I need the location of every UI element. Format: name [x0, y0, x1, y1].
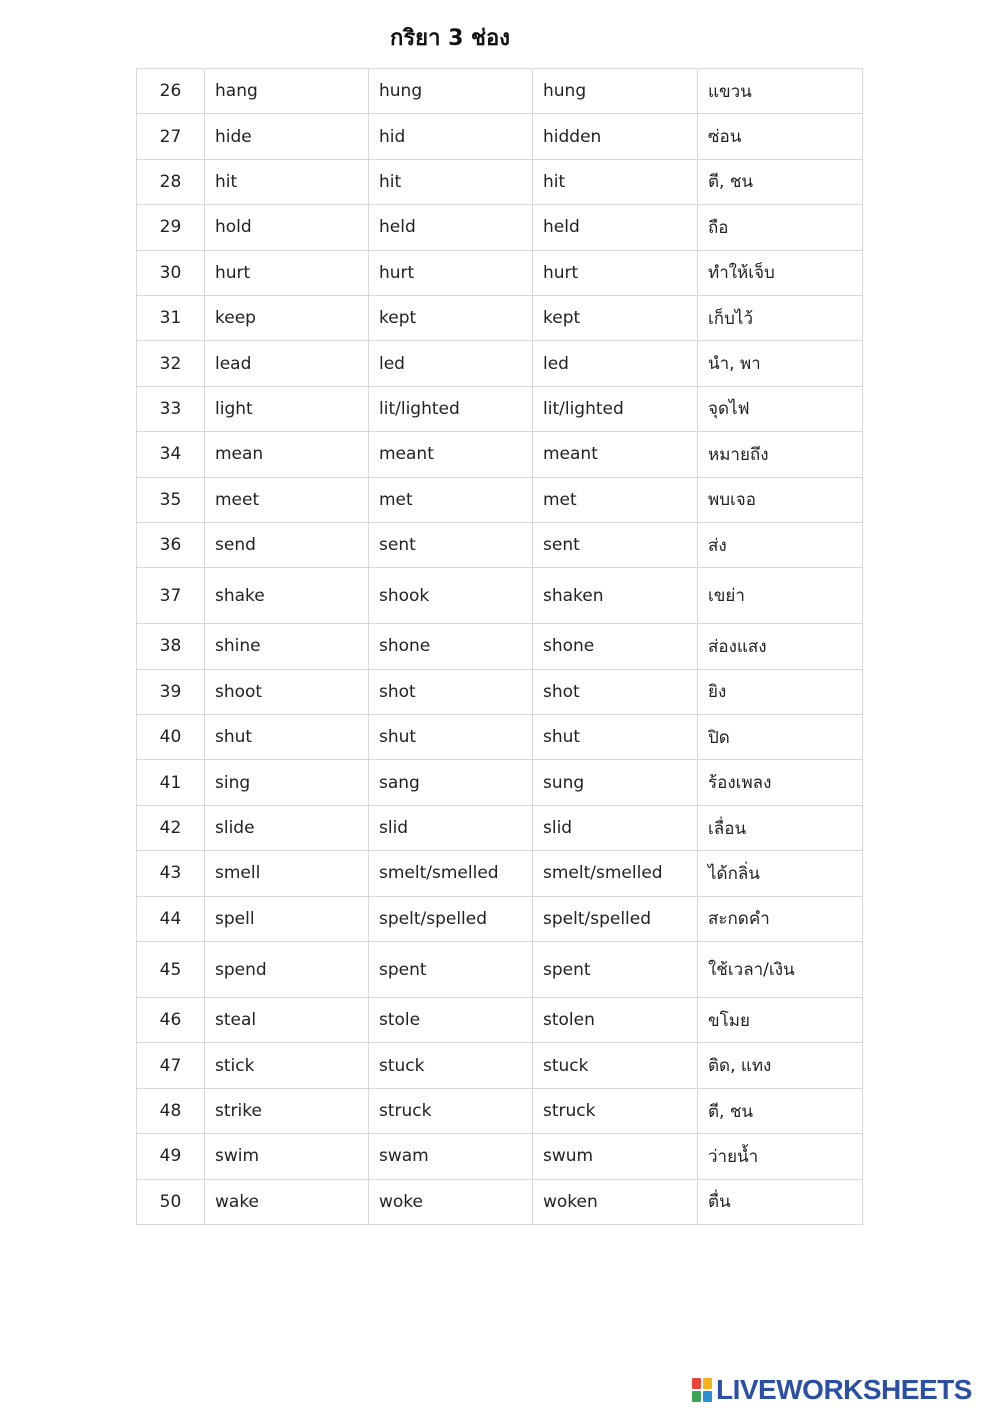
- row-number: 37: [137, 568, 205, 624]
- logo-square: [703, 1378, 712, 1389]
- verb-base-form: wake: [205, 1179, 369, 1224]
- thai-meaning: ตี, ชน: [698, 1088, 863, 1133]
- row-number: 33: [137, 386, 205, 431]
- verb-base-form: send: [205, 522, 369, 567]
- table-row: [137, 1043, 863, 1088]
- verb-past-form: slid: [369, 805, 533, 850]
- verb-past-participle: hung: [533, 69, 698, 114]
- verb-past-form: struck: [369, 1088, 533, 1133]
- table-row: [137, 1134, 863, 1179]
- table-row: [137, 760, 863, 805]
- verb-past-form: sang: [369, 760, 533, 805]
- verb-past-form: shook: [369, 568, 533, 624]
- verb-past-participle: hidden: [533, 114, 698, 159]
- verb-base-form: stick: [205, 1043, 369, 1088]
- row-number: 48: [137, 1088, 205, 1133]
- row-number: 50: [137, 1179, 205, 1224]
- table-row: [137, 624, 863, 669]
- table-row: [137, 432, 863, 477]
- row-number: 31: [137, 295, 205, 340]
- verb-past-participle: met: [533, 477, 698, 522]
- thai-meaning: เลื่อน: [698, 805, 863, 850]
- verb-past-participle: held: [533, 205, 698, 250]
- verb-past-form: spelt/spelled: [369, 896, 533, 941]
- thai-meaning: ซ่อน: [698, 114, 863, 159]
- table-row: [137, 669, 863, 714]
- table-row: [137, 522, 863, 567]
- verb-past-form: sent: [369, 522, 533, 567]
- verb-past-participle: shut: [533, 715, 698, 760]
- verb-base-form: hold: [205, 205, 369, 250]
- verb-past-form: hurt: [369, 250, 533, 295]
- verb-past-participle: spelt/spelled: [533, 896, 698, 941]
- verb-base-form: shake: [205, 568, 369, 624]
- verb-base-form: smell: [205, 851, 369, 896]
- row-number: 44: [137, 896, 205, 941]
- verb-base-form: hide: [205, 114, 369, 159]
- row-number: 27: [137, 114, 205, 159]
- verb-past-participle: stolen: [533, 998, 698, 1043]
- logo-square: [692, 1391, 701, 1402]
- table-row: [137, 851, 863, 896]
- verb-past-participle: shone: [533, 624, 698, 669]
- row-number: 39: [137, 669, 205, 714]
- verb-past-participle: stuck: [533, 1043, 698, 1088]
- table-row: [137, 896, 863, 941]
- verb-base-form: shoot: [205, 669, 369, 714]
- verb-base-form: spend: [205, 942, 369, 998]
- table-row: [137, 295, 863, 340]
- table-row: [137, 69, 863, 114]
- thai-meaning: ตื่น: [698, 1179, 863, 1224]
- thai-meaning: หมายถึง: [698, 432, 863, 477]
- verb-past-participle: struck: [533, 1088, 698, 1133]
- row-number: 45: [137, 942, 205, 998]
- verb-base-form: sing: [205, 760, 369, 805]
- verb-past-form: smelt/smelled: [369, 851, 533, 896]
- table-row: [137, 477, 863, 522]
- row-number: 32: [137, 341, 205, 386]
- verb-base-form: steal: [205, 998, 369, 1043]
- verb-past-form: hung: [369, 69, 533, 114]
- table-row: [137, 159, 863, 204]
- verb-past-participle: shot: [533, 669, 698, 714]
- row-number: 43: [137, 851, 205, 896]
- thai-meaning: นำ, พา: [698, 341, 863, 386]
- page-title: กริยา 3 ช่อง: [390, 26, 510, 51]
- thai-meaning: ใช้เวลา/เงิน: [698, 942, 863, 998]
- table-row: [137, 250, 863, 295]
- verb-past-participle: kept: [533, 295, 698, 340]
- verb-base-form: hang: [205, 69, 369, 114]
- thai-meaning: ขโมย: [698, 998, 863, 1043]
- thai-meaning: ปิด: [698, 715, 863, 760]
- verb-table: [136, 68, 863, 1225]
- row-number: 42: [137, 805, 205, 850]
- row-number: 34: [137, 432, 205, 477]
- verb-past-form: meant: [369, 432, 533, 477]
- row-number: 49: [137, 1134, 205, 1179]
- logo-square: [703, 1391, 712, 1402]
- verb-base-form: mean: [205, 432, 369, 477]
- verb-base-form: keep: [205, 295, 369, 340]
- verb-table-body: [137, 69, 863, 1225]
- verb-base-form: slide: [205, 805, 369, 850]
- table-row: [137, 1088, 863, 1133]
- verb-past-form: woke: [369, 1179, 533, 1224]
- verb-past-form: kept: [369, 295, 533, 340]
- table-row: [137, 805, 863, 850]
- table-row: [137, 114, 863, 159]
- verb-base-form: light: [205, 386, 369, 431]
- row-number: 26: [137, 69, 205, 114]
- verb-past-participle: slid: [533, 805, 698, 850]
- verb-past-participle: meant: [533, 432, 698, 477]
- verb-past-participle: sent: [533, 522, 698, 567]
- logo-square: [692, 1378, 701, 1389]
- verb-past-participle: sung: [533, 760, 698, 805]
- verb-base-form: spell: [205, 896, 369, 941]
- verb-past-form: spent: [369, 942, 533, 998]
- thai-meaning: ส่องแสง: [698, 624, 863, 669]
- thai-meaning: พบเจอ: [698, 477, 863, 522]
- thai-meaning: ติด, แทง: [698, 1043, 863, 1088]
- verb-past-participle: woken: [533, 1179, 698, 1224]
- verb-past-form: led: [369, 341, 533, 386]
- table-row: [137, 942, 863, 998]
- row-number: 47: [137, 1043, 205, 1088]
- verb-past-participle: hurt: [533, 250, 698, 295]
- verb-past-participle: shaken: [533, 568, 698, 624]
- thai-meaning: ว่ายน้ำ: [698, 1134, 863, 1179]
- thai-meaning: จุดไฟ: [698, 386, 863, 431]
- liveworksheets-logo: [692, 1374, 972, 1406]
- verb-past-form: shone: [369, 624, 533, 669]
- verb-past-form: lit/lighted: [369, 386, 533, 431]
- verb-past-form: hid: [369, 114, 533, 159]
- table-row: [137, 341, 863, 386]
- verb-base-form: swim: [205, 1134, 369, 1179]
- verb-base-form: hurt: [205, 250, 369, 295]
- thai-meaning: ส่ง: [698, 522, 863, 567]
- verb-base-form: shine: [205, 624, 369, 669]
- thai-meaning: ถือ: [698, 205, 863, 250]
- verb-past-form: held: [369, 205, 533, 250]
- verb-past-form: shot: [369, 669, 533, 714]
- liveworksheets-mark-icon: [692, 1378, 712, 1402]
- table-row: [137, 205, 863, 250]
- verb-past-participle: led: [533, 341, 698, 386]
- verb-base-form: meet: [205, 477, 369, 522]
- row-number: 46: [137, 998, 205, 1043]
- row-number: 36: [137, 522, 205, 567]
- thai-meaning: เก็บไว้: [698, 295, 863, 340]
- verb-past-form: met: [369, 477, 533, 522]
- verb-past-form: stole: [369, 998, 533, 1043]
- verb-past-form: swam: [369, 1134, 533, 1179]
- thai-meaning: ตี, ชน: [698, 159, 863, 204]
- row-number: 38: [137, 624, 205, 669]
- table-row: [137, 1179, 863, 1224]
- row-number: 41: [137, 760, 205, 805]
- thai-meaning: ร้องเพลง: [698, 760, 863, 805]
- verb-base-form: strike: [205, 1088, 369, 1133]
- table-row: [137, 715, 863, 760]
- verb-past-participle: smelt/smelled: [533, 851, 698, 896]
- verb-base-form: lead: [205, 341, 369, 386]
- table-row: [137, 386, 863, 431]
- thai-meaning: ยิง: [698, 669, 863, 714]
- logo-text: LIVEWORKSHEETS: [716, 1374, 972, 1405]
- verb-past-form: hit: [369, 159, 533, 204]
- thai-meaning: แขวน: [698, 69, 863, 114]
- row-number: 35: [137, 477, 205, 522]
- table-row: [137, 568, 863, 624]
- verb-past-participle: hit: [533, 159, 698, 204]
- verb-past-participle: swum: [533, 1134, 698, 1179]
- thai-meaning: สะกดคำ: [698, 896, 863, 941]
- verb-past-form: shut: [369, 715, 533, 760]
- verb-past-participle: lit/lighted: [533, 386, 698, 431]
- row-number: 29: [137, 205, 205, 250]
- thai-meaning: เขย่า: [698, 568, 863, 624]
- verb-base-form: hit: [205, 159, 369, 204]
- thai-meaning: ทำให้เจ็บ: [698, 250, 863, 295]
- row-number: 30: [137, 250, 205, 295]
- verb-past-form: stuck: [369, 1043, 533, 1088]
- row-number: 40: [137, 715, 205, 760]
- verb-past-participle: spent: [533, 942, 698, 998]
- row-number: 28: [137, 159, 205, 204]
- verb-base-form: shut: [205, 715, 369, 760]
- thai-meaning: ได้กลิ่น: [698, 851, 863, 896]
- table-row: [137, 998, 863, 1043]
